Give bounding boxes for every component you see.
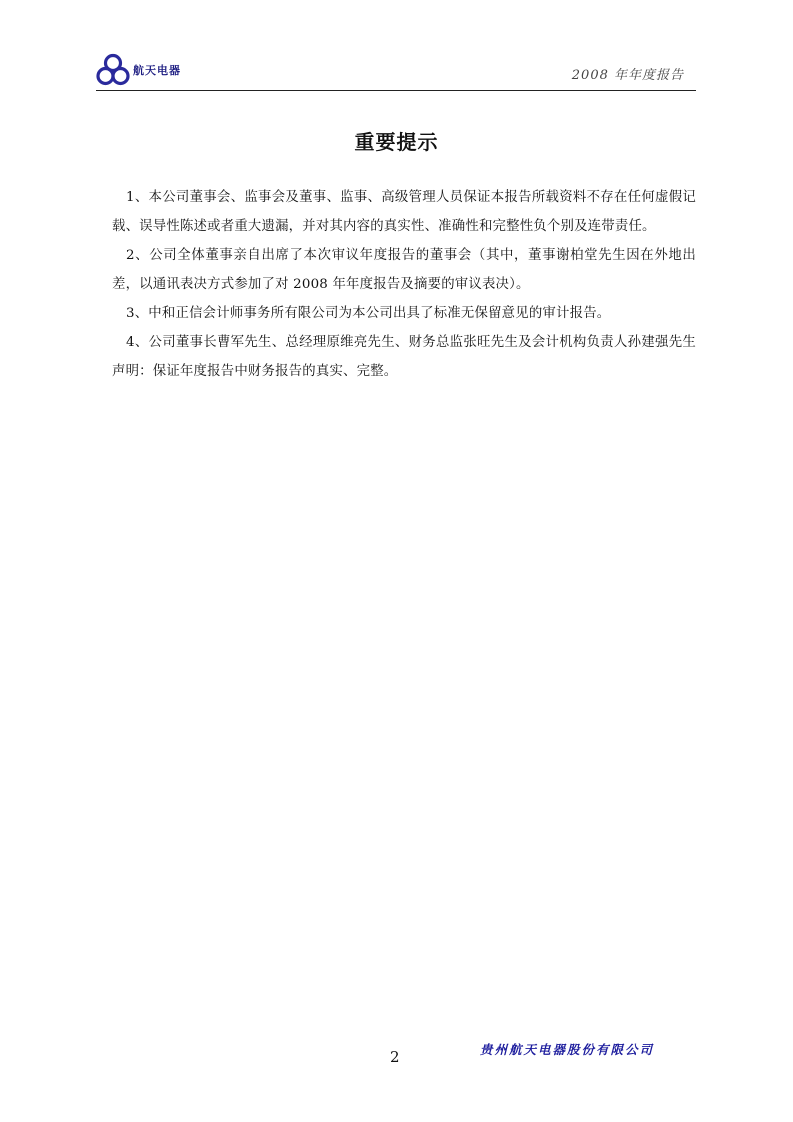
company-logo	[96, 52, 181, 88]
page-title: 重要提示	[354, 130, 439, 154]
notice-paragraph	[112, 299, 696, 328]
company-name-footer: 贵州航天电器股份有限公司	[480, 1042, 655, 1057]
notice-paragraph	[112, 241, 696, 299]
notice-body	[112, 183, 696, 386]
notice-paragraph-text: 4、公司董事长曹军先生、总经理原维亮先生、财务总监张旺先生及会计机构负责人孙建强先生声明：保证年度报告中财务报告的真实、完整。	[112, 335, 696, 379]
notice-paragraph	[112, 328, 696, 386]
notice-paragraph-text: 2、公司全体董事亲自出席了本次审议年度报告的董事会（其中，董事谢柏堂先生因在外地出差，以通讯表决方式参加了对 2008 年年度报告及摘要的审议表决）。	[112, 248, 696, 292]
three-rings-logo-icon	[96, 53, 130, 87]
notice-paragraph	[112, 183, 696, 241]
logo-text: 航天电器	[133, 64, 181, 77]
page-number: 2	[390, 1048, 400, 1066]
report-title: 2008 年年度报告	[571, 68, 684, 83]
notice-paragraph-text: 1、本公司董事会、监事会及董事、监事、高级管理人员保证本报告所载资料不存在任何虚假记载、误导性陈述或者重大遗漏，并对其内容的真实性、准确性和完整性负个别及连带责任。	[112, 190, 696, 234]
notice-paragraph-text: 3、中和正信会计师事务所有限公司为本公司出具了标准无保留意见的审计报告。	[126, 306, 611, 321]
page-header	[96, 52, 696, 91]
